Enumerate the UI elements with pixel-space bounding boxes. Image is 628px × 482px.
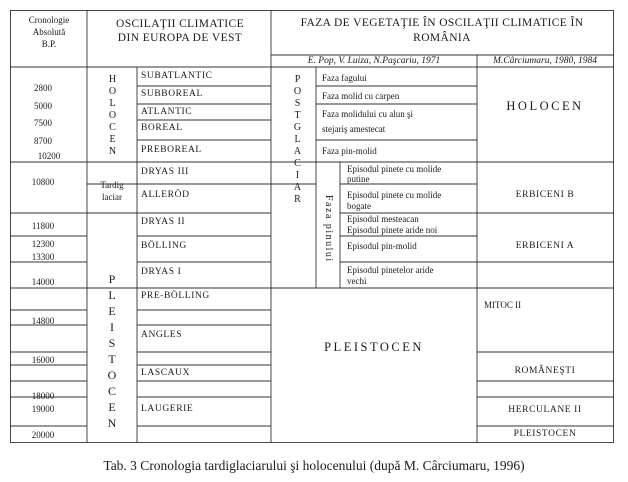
stage-label: PREBOREAL [141,145,202,155]
carciumaru-label: PLEISTOCEN [513,429,577,439]
carciumaru-label: MITOC II [484,300,522,310]
pop-phase: Faza pin-molid [322,146,377,156]
stage-label: ANGLES [141,330,183,340]
pop-episode: putine [347,174,370,184]
year-label: 10200 [37,151,61,161]
stage-label: PRE-BÖLLING [141,291,210,301]
year-label: 12300 [31,239,55,249]
pop-faza-pinului: Faza pinului [323,195,334,263]
carciumaru-label: ERBICENI A [515,241,575,251]
year-label: 2800 [34,83,52,93]
carciumaru-label: ROMÂNEŞTI [514,366,576,376]
pop-phase: stejariş amestecat [322,124,386,134]
epoch-holocen: HOLOCEN [107,74,118,158]
year-label: 13300 [31,252,55,262]
stage-label: SUBBOREAL [141,89,203,99]
figure-caption: Tab. 3 Cronologia tardiglaciarului şi holocenului (după M. Cârciumaru, 1996) [103,458,525,473]
year-label: 10800 [31,177,55,187]
pop-episode: Episodul mesteacan [347,214,419,224]
pop-postglaciar: POSTGLACIAR [292,74,303,206]
pop-episode: bogate [347,201,371,211]
stage-label: DRYAS III [141,167,189,177]
epoch-tardiglaciar-line2: laciar [102,192,122,202]
stage-label: LASCAUX [141,368,191,378]
pop-episode: Episodul pinete aride noi [347,225,438,235]
pop-episode: Episodul pinete cu molide [347,190,442,200]
stage-label: SUBATLANTIC [141,71,213,81]
year-label: 7500 [34,118,52,128]
stage-label: BOREAL [141,123,183,133]
header-vegetation-line2: ROMÂNIA [413,32,471,44]
pop-episode: Episodul pin-molid [347,241,417,251]
stage-label: ATLANTIC [141,107,193,117]
pop-episode: vechi [347,276,367,286]
header-source-pop: E. Pop, V. Luiza, N.Paşcariu, 1971 [307,56,441,66]
year-label: 20000 [31,430,55,440]
stage-label: DRYAS I [141,267,182,277]
carciumaru-label: HERCULANE II [508,405,582,415]
pop-episode: Episodul pinete cu molide [347,164,442,174]
pop-pleistocen: PLEISTOCEN [324,340,424,354]
stage-label: LAUGERIE [141,404,194,414]
year-label: 16000 [31,355,55,365]
header-oscillations-line1: OSCILAŢII CLIMATICE [115,18,245,30]
stage-label: ALLERÖD [141,190,190,200]
year-label: 19000 [31,404,55,414]
year-label: 18000 [31,391,55,401]
year-label: 14000 [31,277,55,287]
header-chronology-line3: B.P. [41,39,57,49]
stage-label: BÖLLING [141,241,187,251]
header-chronology-line2: Absolută [32,27,66,37]
pop-phase: Faza molid cu carpen [322,91,400,101]
pop-episode: Episodul pinetelor aride [347,265,434,275]
stage-label: DRYAS II [141,217,186,227]
year-label: 14800 [31,316,55,326]
carciumaru-label: HOLOCEN [506,99,584,113]
header-source-carciumaru: M.Cârciumaru, 1980, 1984 [493,56,597,66]
header-oscillations-line2: DIN EUROPA DE VEST [117,32,243,44]
epoch-pleistocen: PLEISTOCEN [105,272,119,432]
year-label: 11800 [31,221,55,231]
header-chronology-line1: Cronologie [28,15,70,25]
epoch-tardiglaciar-line1: Tardig [100,180,124,190]
pop-phase: Faza molidului cu alun şi [322,109,413,119]
year-label: 5000 [34,101,52,111]
header-vegetation-line1: FAZA DE VEGETAŢIE ÎN OSCILAŢII CLIMATICE ÎN [300,17,584,29]
year-label: 8700 [34,136,52,146]
pop-phase: Faza fagului [322,73,367,83]
carciumaru-label: ERBICENI B [515,190,575,200]
